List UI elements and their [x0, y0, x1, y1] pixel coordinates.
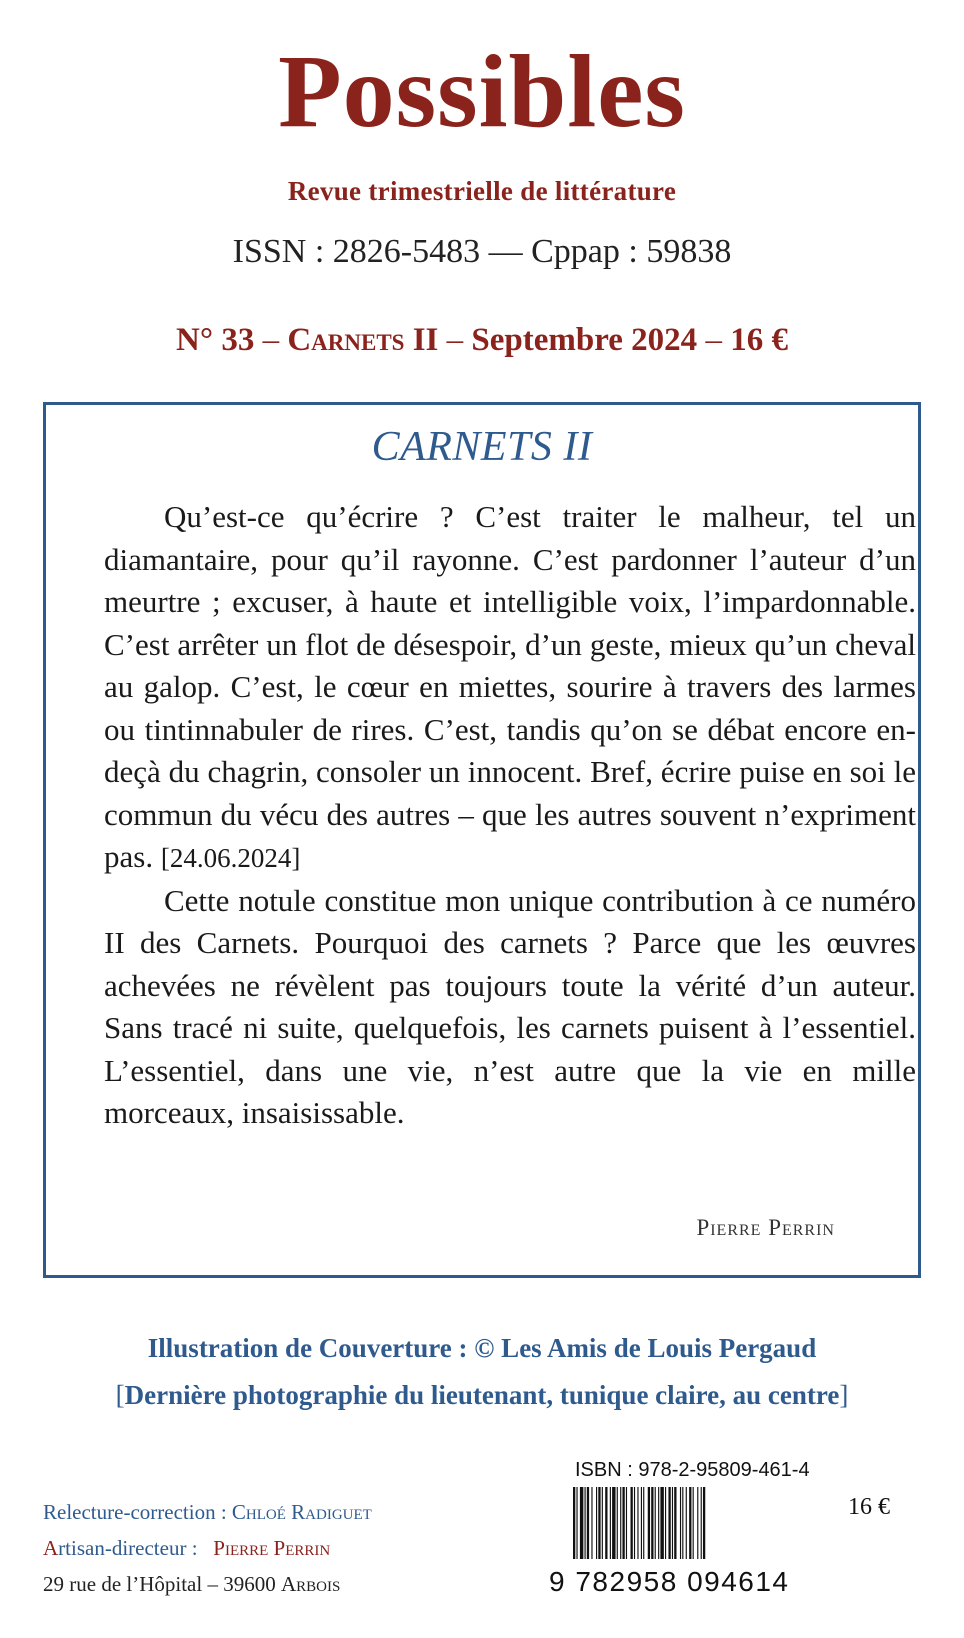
director-initial: A [43, 1536, 59, 1560]
separator: – [697, 322, 731, 358]
editorial-box [43, 402, 921, 1278]
director-credit [43, 1536, 330, 1561]
journal-title: Possibles [278, 34, 686, 149]
illustration-caption [0, 1380, 964, 1411]
paragraph-text: Qu’est-ce qu’écrire ? C’est traiter le malheur, tel un diamantaire, pour qu’il rayonne. C’est pardonner l’auteur d’un meurtre ; excuser, à haute et intelligible voix, l’impardonnable. C’est arrêter un flot de désespoir, d’un geste, mieux qu’un cheval au galop. C’est, le cœur en miettes, sourire à travers des larmes ou tintinnabuler de rires. C’est, tandis qu’on se débat encore en-deçà du chagrin, consoler un innocent. Bref, écrire puise en soi le commun du vécu des autres – que les autres souvent n’expriment pas. [104, 499, 916, 874]
masthead [0, 34, 964, 271]
editorial-paragraph [104, 496, 916, 880]
address-city: Arbois [280, 1572, 341, 1596]
bracket: ] [839, 1380, 849, 1410]
editorial-paragraph: Cette notule constitue mon unique contribution à ce numéro II des Carnets. Pourquoi des carnets ? Parce que les œuvres achevées ne révèlent pas toujours toute la vérité d’un auteur. Sans tracé ni suite, quelquefois, les carnets puisent à l’essentiel. L’essentiel, dans une vie, n’est autre que la vie en mille morceaux, insaisissable. [104, 882, 916, 1130]
issn-line: ISSN : 2826-5483 — Cppap : 59838 [232, 233, 732, 270]
barcode-number: 9 782958 094614 [549, 1566, 790, 1597]
isbn-label: ISBN : 978-2-95809-461-4 [575, 1459, 810, 1481]
illustration-credit: Illustration de Couverture : © Les Amis de Louis Pergaud [147, 1333, 817, 1363]
issue-price: 16 € [730, 322, 788, 358]
issue-theme: Carnets II [287, 322, 439, 358]
barcode [573, 1487, 775, 1559]
director-name: Pierre Perrin [213, 1536, 331, 1560]
publisher-address [43, 1572, 340, 1597]
caption-text: Dernière photographie du lieutenant, tunique claire, au centre [124, 1380, 840, 1410]
editorial-text [104, 496, 916, 1135]
paragraph-date: [24.06.2024] [160, 843, 301, 873]
proofreading-label: Relecture-correction : [43, 1500, 232, 1524]
separator: – [438, 322, 472, 358]
box-title: CARNETS II [371, 424, 593, 470]
issue-line [0, 322, 964, 359]
author-signature: Pierre Perrin [696, 1215, 835, 1240]
issue-number: N° 33 [176, 322, 255, 358]
proofreading-credit [43, 1500, 372, 1525]
price-label: 16 € [848, 1494, 890, 1520]
journal-subtitle: Revue trimestrielle de littérature [287, 176, 677, 206]
issue-date: Septembre 2024 [471, 322, 698, 358]
director-label: rtisan-directeur : [58, 1536, 198, 1560]
address-street: 29 rue de l’Hôpital – 39600 [43, 1572, 281, 1596]
separator: – [254, 322, 288, 358]
bracket: [ [115, 1380, 125, 1410]
proofreading-name: Chloé Radiguet [231, 1500, 372, 1524]
